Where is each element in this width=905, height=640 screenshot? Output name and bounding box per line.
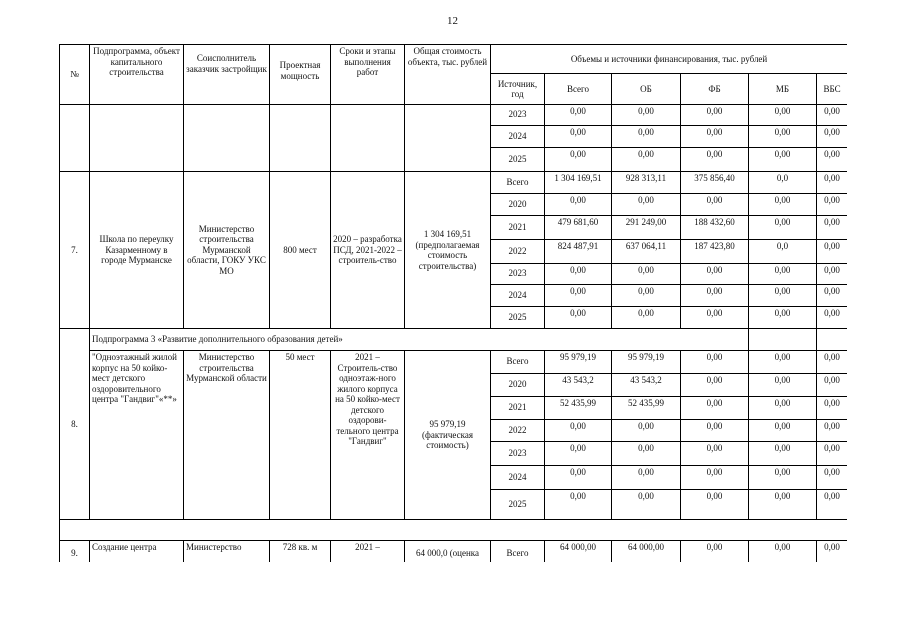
value-cell: 0,00 (817, 374, 848, 397)
value-cell: 95 979,19 (612, 351, 681, 374)
empty-cell (817, 329, 848, 351)
value-cell: 0,00 (545, 194, 612, 216)
value-cell: 479 681,60 (545, 216, 612, 240)
value-cell: 64 000,00 (612, 541, 681, 563)
value-cell: 0,00 (749, 216, 817, 240)
value-cell: 0,00 (681, 285, 749, 307)
value-cell: 0,00 (817, 442, 848, 466)
value-cell: 0,00 (612, 420, 681, 442)
item-7-terms: 2020 – разработка ПСД, 2021-2022 – строитель-ство (331, 172, 405, 329)
year-cell: 2021 (491, 216, 545, 240)
header-total: Всего (545, 74, 612, 105)
value-cell: 0,00 (817, 216, 848, 240)
year-cell: 2020 (491, 374, 545, 397)
value-cell: 0,00 (817, 466, 848, 490)
year-cell: 2024 (491, 285, 545, 307)
page-number: 12 (447, 15, 458, 27)
header-financing: Объемы и источники финансирования, тыс. рублей (491, 45, 848, 74)
financing-table (59, 44, 847, 562)
item-9-terms: 2021 – (331, 541, 405, 563)
value-cell: 0,00 (817, 490, 848, 520)
year-cell: 2025 (491, 148, 545, 172)
header-capacity: Проектная мощность (270, 45, 331, 105)
year-cell: 2022 (491, 420, 545, 442)
value-cell: 1 304 169,51 (545, 172, 612, 194)
value-cell: 0,00 (817, 240, 848, 264)
value-cell: 0,00 (817, 264, 848, 285)
item-8-name: "Одноэтажный жилой корпус на 50 койко-мест детского оздоровительного центра "Гандвиг"«**» (90, 351, 184, 520)
year-cell: 2022 (491, 240, 545, 264)
year-cell: Всего (491, 541, 545, 563)
item-7-executor: Министерство строительства Мурманской области, ГОКУ УКС МО (184, 172, 270, 329)
value-cell: 0,0 (749, 240, 817, 264)
year-cell: 2025 (491, 490, 545, 520)
item-8-cost: 95 979,19 (фактическая стоимость) (405, 351, 491, 520)
year-cell: 2020 (491, 194, 545, 216)
value-cell: 0,00 (681, 374, 749, 397)
value-cell: 0,00 (612, 148, 681, 172)
value-cell: 0,00 (817, 397, 848, 420)
value-cell: 0,00 (817, 148, 848, 172)
value-cell: 0,00 (612, 442, 681, 466)
year-cell: 2023 (491, 264, 545, 285)
item-9-cost: 64 000,0 (оценка (405, 541, 491, 563)
value-cell: 187 423,80 (681, 240, 749, 264)
value-cell: 0,00 (612, 285, 681, 307)
value-cell: 637 064,11 (612, 240, 681, 264)
value-cell: 0,00 (681, 307, 749, 329)
value-cell: 291 249,00 (612, 216, 681, 240)
header-subprogram: Подпрограмма, объект капитального строительства (90, 45, 184, 105)
value-cell: 0,00 (817, 126, 848, 148)
value-cell: 0,00 (817, 172, 848, 194)
item-7-cost: 1 304 169,51 (предполагаемая стоимость строительства) (405, 172, 491, 329)
value-cell: 0,00 (749, 264, 817, 285)
year-cell: 2025 (491, 307, 545, 329)
value-cell: 0,00 (817, 105, 848, 126)
value-cell: 0,00 (681, 105, 749, 126)
value-cell: 0,00 (817, 194, 848, 216)
item-7-no: 7. (60, 172, 90, 329)
value-cell: 0,00 (612, 307, 681, 329)
value-cell: 0,00 (545, 442, 612, 466)
value-cell: 0,00 (681, 490, 749, 520)
prev-executor (184, 105, 270, 172)
value-cell: 0,00 (545, 307, 612, 329)
year-cell: 2021 (491, 397, 545, 420)
value-cell: 0,00 (749, 420, 817, 442)
prev-cost (405, 105, 491, 172)
item-8-terms: 2021 – Строитель-ство одноэтаж-ного жилого корпуса на 50 койко-мест детского оздорови-тельного центра "Гандвиг" (331, 351, 405, 520)
value-cell: 928 313,11 (612, 172, 681, 194)
item-8-no: 8. (60, 329, 90, 520)
header-source-year: Источник, год (491, 74, 545, 105)
value-cell: 52 435,99 (612, 397, 681, 420)
value-cell: 0,00 (817, 420, 848, 442)
value-cell: 0,00 (817, 307, 848, 329)
value-cell: 0,00 (749, 466, 817, 490)
value-cell: 64 000,00 (545, 541, 612, 563)
value-cell: 0,00 (612, 126, 681, 148)
value-cell: 375 856,40 (681, 172, 749, 194)
value-cell: 0,00 (681, 397, 749, 420)
value-cell: 0,00 (612, 105, 681, 126)
value-cell: 0,00 (749, 397, 817, 420)
value-cell: 0,00 (545, 148, 612, 172)
value-cell: 0,00 (545, 466, 612, 490)
prev-no (60, 105, 90, 172)
prev-name (90, 105, 184, 172)
value-cell: 824 487,91 (545, 240, 612, 264)
value-cell: 0,00 (545, 126, 612, 148)
value-cell: 0,00 (817, 351, 848, 374)
value-cell: 0,0 (749, 172, 817, 194)
value-cell: 0,00 (749, 442, 817, 466)
header-terms: Сроки и этапы выполнения работ (331, 45, 405, 105)
header-no: № (60, 45, 90, 105)
header-vbs: ВБС (817, 74, 848, 105)
prev-terms (331, 105, 405, 172)
value-cell: 0,00 (681, 148, 749, 172)
header-ob: ОБ (612, 74, 681, 105)
year-cell: 2023 (491, 442, 545, 466)
year-cell: 2023 (491, 105, 545, 126)
header-fb: ФБ (681, 74, 749, 105)
value-cell: 0,00 (681, 264, 749, 285)
item-8-capacity: 50 мест (270, 351, 331, 520)
value-cell: 0,00 (612, 194, 681, 216)
value-cell: 0,00 (681, 351, 749, 374)
value-cell: 0,00 (749, 541, 817, 563)
value-cell: 0,00 (817, 285, 848, 307)
value-cell: 0,00 (749, 351, 817, 374)
value-cell: 0,00 (681, 466, 749, 490)
value-cell: 0,00 (545, 285, 612, 307)
year-cell: Всего (491, 351, 545, 374)
item-7-name: Школа по переулку Казарменному в городе Мурманске (90, 172, 184, 329)
value-cell: 52 435,99 (545, 397, 612, 420)
value-cell: 0,00 (749, 307, 817, 329)
value-cell: 0,00 (681, 126, 749, 148)
item-7-capacity: 800 мест (270, 172, 331, 329)
financing-table-sheet (59, 44, 847, 562)
value-cell: 0,00 (817, 541, 848, 563)
value-cell: 0,00 (749, 105, 817, 126)
value-cell: 0,00 (681, 442, 749, 466)
header-mb: МБ (749, 74, 817, 105)
item-8-subprogram-title: Подпрограмма 3 «Развитие дополнительного образования детей» (90, 329, 749, 351)
value-cell: 188 432,60 (681, 216, 749, 240)
value-cell: 0,00 (612, 264, 681, 285)
value-cell: 0,00 (545, 490, 612, 520)
value-cell: 0,00 (749, 285, 817, 307)
value-cell: 0,00 (749, 490, 817, 520)
prev-capacity (270, 105, 331, 172)
value-cell: 43 543,2 (545, 374, 612, 397)
year-cell: Всего (491, 172, 545, 194)
year-cell: 2024 (491, 466, 545, 490)
item-9-executor: Министерство (184, 541, 270, 563)
value-cell: 0,00 (545, 420, 612, 442)
value-cell: 0,00 (749, 126, 817, 148)
item-8-executor: Министерство строительства Мурманской области (184, 351, 270, 520)
item-9-name: Создание центра (90, 541, 184, 563)
value-cell: 0,00 (545, 105, 612, 126)
empty-cell (749, 329, 817, 351)
year-cell: 2024 (491, 126, 545, 148)
value-cell: 0,00 (612, 466, 681, 490)
value-cell: 43 543,2 (612, 374, 681, 397)
value-cell: 95 979,19 (545, 351, 612, 374)
header-executor: Соисполнитель заказчик застройщик (184, 45, 270, 105)
value-cell: 0,00 (749, 148, 817, 172)
value-cell: 0,00 (749, 194, 817, 216)
value-cell: 0,00 (681, 420, 749, 442)
value-cell: 0,00 (681, 541, 749, 563)
value-cell: 0,00 (545, 264, 612, 285)
value-cell: 0,00 (612, 490, 681, 520)
value-cell: 0,00 (749, 374, 817, 397)
value-cell: 0,00 (681, 194, 749, 216)
spacer-row (60, 520, 848, 541)
item-9-capacity: 728 кв. м (270, 541, 331, 563)
header-total-cost: Общая стоимость объекта, тыс. рублей (405, 45, 491, 105)
item-9-no: 9. (60, 541, 90, 563)
